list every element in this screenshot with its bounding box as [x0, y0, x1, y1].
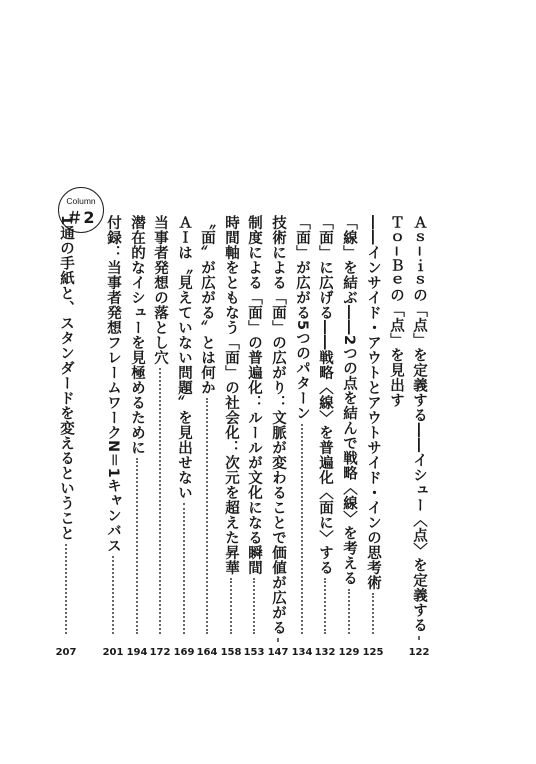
- toc-entry[interactable]: [387, 215, 405, 637]
- toc-leader-dots: [418, 636, 420, 640]
- toc-entry-title: 付録：当事者発想フレームワークN＝1キャンバス: [105, 215, 121, 554]
- toc-leader-dots: [301, 424, 303, 634]
- toc-leader-dots: [136, 458, 138, 634]
- toc-entry-page: 122: [408, 647, 430, 658]
- toc-entry[interactable]: [149, 215, 171, 658]
- toc-entry-title: 時間軸をともなう「面」の社会化：次元を超えた昇華: [223, 215, 239, 575]
- toc-entry-page: 132: [314, 647, 336, 658]
- toc-entry[interactable]: [243, 215, 265, 658]
- toc-entry-title: Ｔｏ−Ｂｅの「点」を見出す: [388, 215, 404, 408]
- toc-entry-page: 153: [243, 647, 265, 658]
- toc-entry-title: 技術による「面」の広がり：文脈が変わることで価値が広がる: [270, 215, 286, 635]
- toc-entry-page: 172: [149, 647, 171, 658]
- toc-entry-title: 当事者発想の落とし穴: [152, 215, 168, 365]
- toc-leader-dots: [324, 578, 326, 634]
- toc-leader-dots: [348, 589, 350, 634]
- toc-entry-page: 207: [55, 647, 77, 658]
- toc-entry-title: 1通の手紙と、スタンダードを変えるということ: [58, 215, 74, 541]
- toc-entry-page: 125: [362, 647, 384, 658]
- column-badge-number: ＃2: [66, 208, 96, 227]
- column-badge-label: Column: [66, 196, 96, 206]
- toc-entry-page: 158: [220, 647, 242, 658]
- toc-entry[interactable]: [220, 215, 242, 658]
- toc-entry-page: 201: [102, 647, 124, 658]
- toc-entry[interactable]: [196, 215, 218, 658]
- toc-leader-dots: [253, 578, 255, 634]
- toc-entry-page: 129: [338, 647, 360, 658]
- toc-entry-page: 194: [126, 647, 148, 658]
- toc-leader-dots: [112, 556, 114, 634]
- toc-entry[interactable]: [102, 215, 124, 658]
- toc-leader-dots: [230, 578, 232, 634]
- toc-leader-dots: [183, 503, 185, 634]
- toc-entry-title: 潜在的なイシューを見極めるために: [129, 215, 145, 455]
- toc-entry-title: Ａｓ−ｉｓの「点」を定義する――イシュー〈点〉を定義する: [411, 215, 427, 633]
- toc-entry[interactable]: [408, 215, 430, 658]
- toc-leader-dots: [372, 593, 374, 634]
- toc-entry[interactable]: [126, 215, 148, 658]
- toc-entry-title: 「線」を結ぶ――2つの点を結んで戦略〈線〉を考える: [341, 215, 357, 586]
- toc-entry-title: ――インサイド・アウトとアウトサイド・インの思考術: [365, 215, 381, 590]
- toc-leader-dots: [206, 398, 208, 634]
- toc-entry-page: 169: [173, 647, 195, 658]
- toc-entry[interactable]: [267, 215, 289, 658]
- toc-entry[interactable]: [173, 215, 195, 658]
- toc-entry[interactable]: [291, 215, 313, 658]
- toc-entry-page: 164: [196, 647, 218, 658]
- toc-leader-dots: [277, 638, 279, 642]
- toc-leader-dots: [65, 544, 67, 634]
- toc-entry[interactable]: [362, 215, 384, 658]
- toc-entry-title: 〝面〟が広がる〟とは何か: [199, 215, 215, 395]
- toc-entry-page: 147: [267, 647, 289, 658]
- toc-entry[interactable]: [55, 215, 77, 658]
- toc-entry[interactable]: [314, 215, 336, 658]
- toc-entry-page: 134: [291, 647, 313, 658]
- toc-entry-title: 制度による「面」の普遍化：ルールが文化になる瞬間: [246, 215, 262, 575]
- toc-entry-title: 「面」に広げる――戦略〈線〉を普遍化〈面に〉する: [317, 215, 333, 575]
- toc-entry-title: ＡＩは〝見えていない問題〟を見出せない: [176, 215, 192, 500]
- toc-entry-title: 「面」が広がる5つのパターン: [294, 215, 310, 421]
- toc-leader-dots: [159, 368, 161, 634]
- toc-entry[interactable]: [338, 215, 360, 658]
